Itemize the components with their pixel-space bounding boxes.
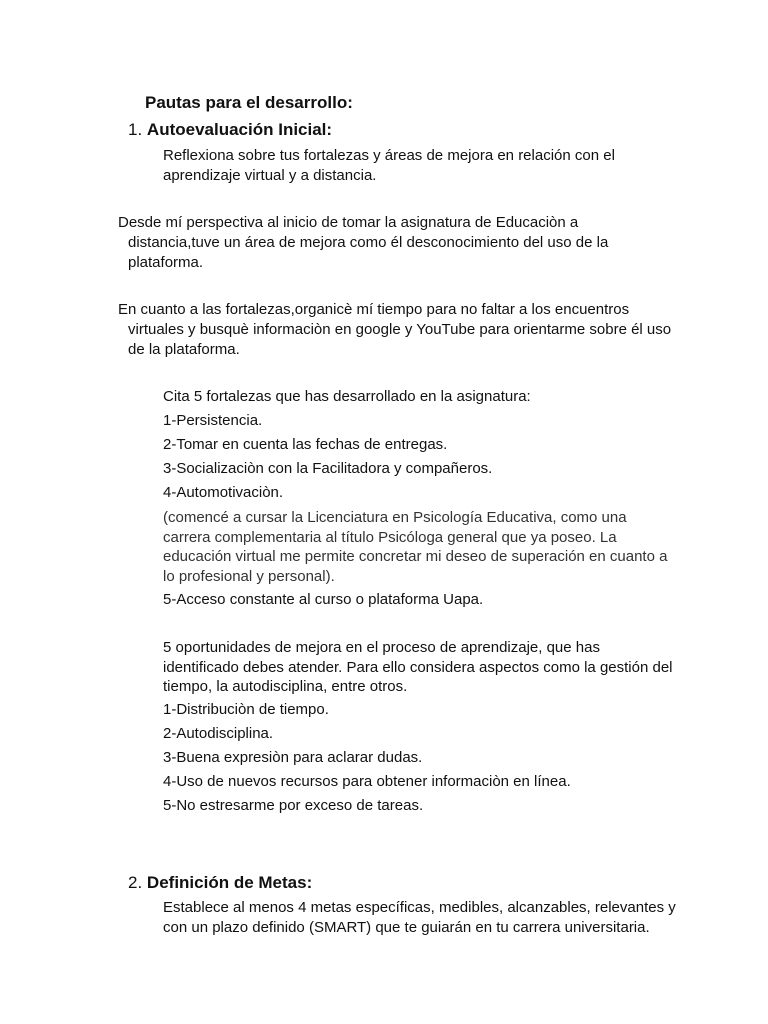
opportunity-item-3: 3-Buena expresiòn para aclarar dudas.	[163, 749, 423, 766]
section-2-instruction: Establece al menos 4 metas específicas, medibles, alcanzables, relevantes y con un plazo definido (SMART) que te guiarán en tu carrera universitaria.	[163, 899, 676, 936]
opportunity-item-5: 5-No estresarme por exceso de tareas.	[163, 797, 424, 814]
strength-item-1: 1-Persistencia.	[163, 412, 263, 429]
strength-item-5: 5-Acceso constante al curso o plataforma Uapa.	[163, 591, 484, 608]
section-1-instruction: Reflexiona sobre tus fortalezas y áreas de mejora en relación con el aprendizaje virtual y a distancia.	[163, 147, 615, 184]
strength-item-4: 4-Automotivaciòn.	[163, 484, 284, 501]
page-heading: Pautas para el desarrollo:	[145, 93, 353, 112]
response-strengths-paragraph: En cuanto a las fortalezas,organicè mí tiempo para no faltar a los encuentros virtuales y busquè informaciòn en google y YouTube para orientarme sobre él uso de la plataforma.	[118, 301, 672, 358]
strength-item-3: 3-Socializaciòn con la Facilitadora y compañeros.	[163, 460, 493, 477]
strengths-prompt: Cita 5 fortalezas que has desarrollado en la asignatura:	[163, 388, 531, 405]
opportunity-item-2: 2-Autodisciplina.	[163, 725, 274, 742]
section-1-label: Autoevaluación Inicial:	[146, 120, 333, 139]
section-2-label: Definición de Metas:	[146, 873, 313, 892]
opportunities-prompt: 5 oportunidades de mejora en el proceso de aprendizaje, que has identificado debes atender. Para ello considera aspectos como la gestión del tiempo, la autodisciplina, entre otros.	[163, 639, 673, 695]
section-2-number: 2.	[128, 873, 143, 892]
strength-note-paragraph: (comencé a cursar la Licenciatura en Psicología Educativa, como una carrera complementaria al título Psicóloga general que ya poseo. La educación virtual me permite concretar mi deseo de superación en cuanto a lo profesional y personal).	[163, 509, 668, 585]
response-weakness-paragraph: Desde mí perspectiva al inicio de tomar la asignatura de Educaciòn a distancia,tuve un área de mejora como él desconocimiento del uso de la plataforma.	[118, 214, 609, 271]
section-2-title	[128, 873, 312, 893]
section-1-title	[128, 120, 332, 140]
opportunity-item-4: 4-Uso de nuevos recursos para obtener informaciòn en línea.	[163, 773, 571, 790]
strength-item-2: 2-Tomar en cuenta las fechas de entregas.	[163, 436, 448, 453]
opportunity-item-1: 1-Distribuciòn de tiempo.	[163, 701, 329, 718]
section-1-number: 1.	[128, 120, 143, 139]
